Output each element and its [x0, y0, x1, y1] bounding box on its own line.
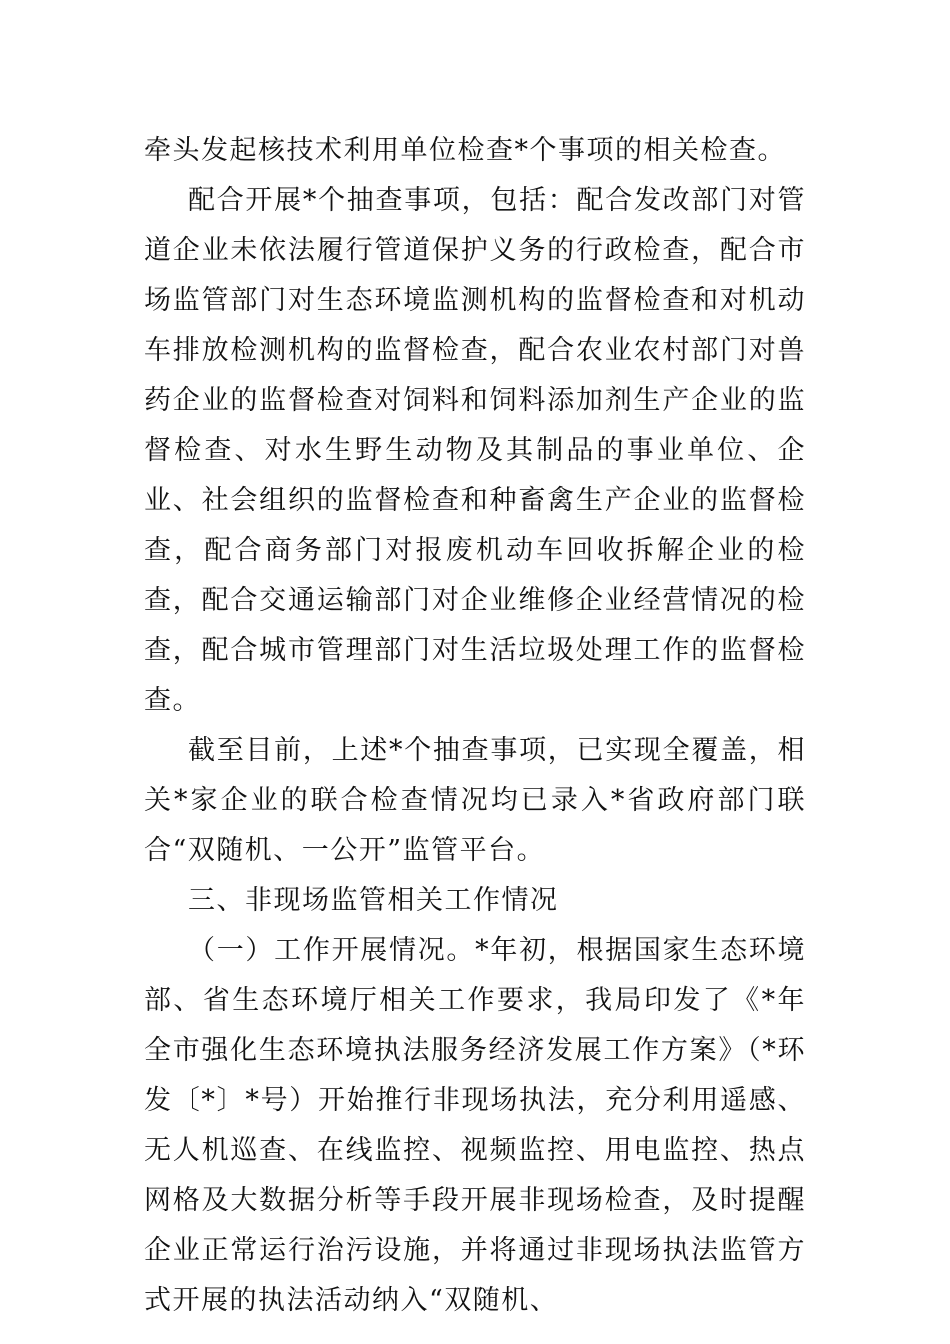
section-heading-offsite-supervision: 三、非现场监管相关工作情况	[188, 885, 559, 916]
document-body	[144, 126, 806, 1326]
paragraph-work-progress: （一）工作开展情况。*年初，根据国家生态环境部、省生态环境厅相关工作要求，我局印发了《*年全市强化生态环境执法服务经济发展工作方案》（*环发〔*〕*号）开始推行非现场执法，充分利用遥感、无人机巡查、在线监控、视频监控、用电监控、热点网格及大数据分析等手段开展非现场检查，及时提醒企业正常运行治污设施，并将通过非现场执法监管方式开展的执法活动纳入“双随机、	[144, 935, 806, 1316]
paragraph-coverage-status: 截至目前，上述*个抽查事项，已实现全覆盖，相关*家企业的联合检查情况均已录入*省政府部门联合“双随机、一公开”监管平台。	[144, 735, 806, 866]
paragraph-continuation: 牵头发起核技术利用单位检查*个事项的相关检查。	[144, 135, 786, 166]
paragraph-joint-inspections: 配合开展*个抽查事项，包括：配合发改部门对管道企业未依法履行管道保护义务的行政检查，配合市场监管部门对生态环境监测机构的监督检查和对机动车排放检测机构的监督检查，配合农业农村部门对兽药企业的监督检查对饲料和饲料添加剂生产企业的监督检查、对水生野生动物及其制品的事业单位、企业、社会组织的监督检查和种畜禽生产企业的监督检查，配合商务部门对报废机动车回收拆解企业的检查，配合交通运输部门对企业维修企业经营情况的检查，配合城市管理部门对生活垃圾处理工作的监督检查。	[144, 185, 806, 716]
